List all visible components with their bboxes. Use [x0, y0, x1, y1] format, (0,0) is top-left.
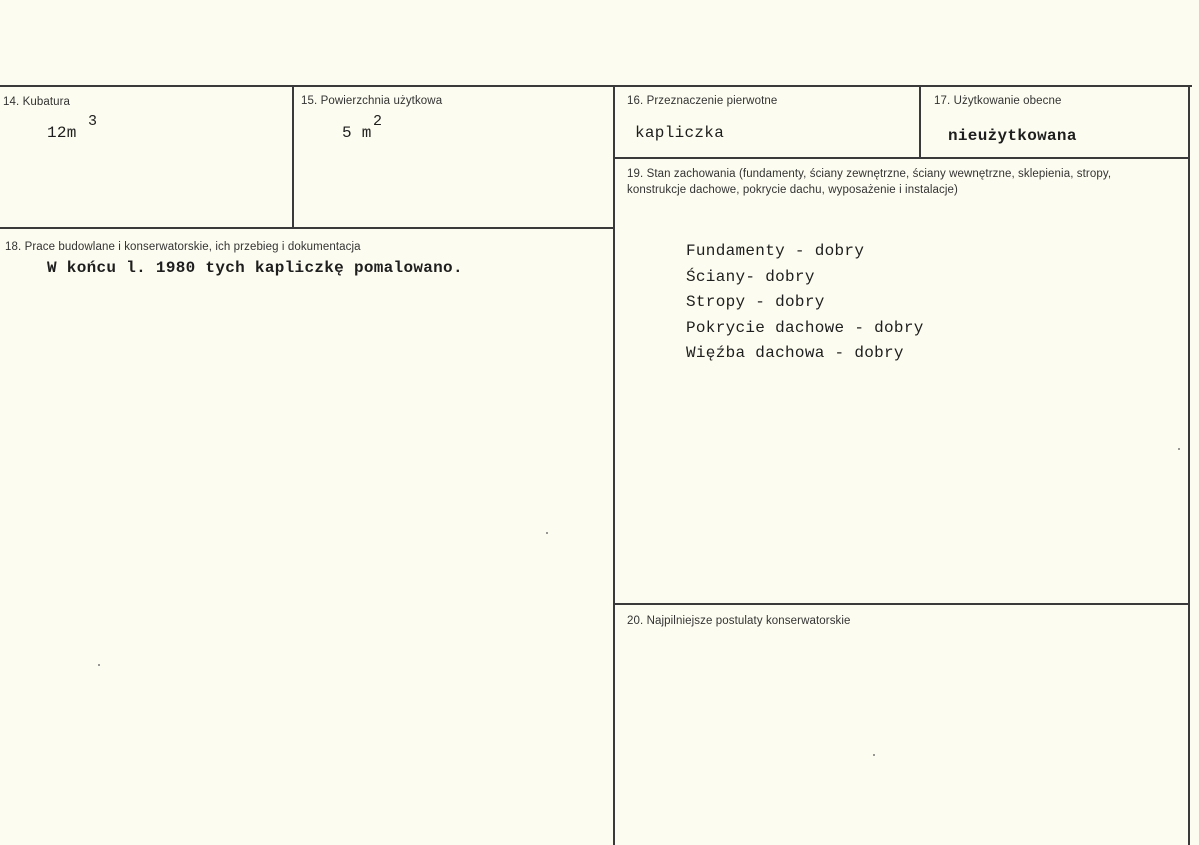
stan-item-fundamenty: Fundamenty - dobry	[686, 242, 865, 260]
divider-14-15	[292, 86, 294, 229]
kubatura-label: 14. Kubatura	[3, 96, 71, 108]
stan-item-wiezba: Więźba dachowa - dobry	[686, 344, 904, 362]
stan-item-pokrycie: Pokrycie dachowe - dobry	[686, 318, 924, 337]
paper-speck	[98, 664, 100, 666]
stan-label: 19. Stan zachowania (fundamenty, ściany zewnętrzne, ściany wewnętrzne, sklepienia, stropy, konstrukcje dachowe, pokrycie dachu, wyposażenie i instalacje)	[627, 168, 1112, 196]
powierzchnia-label: 15. Powierzchnia użytkowa	[301, 95, 443, 107]
paper-speck	[1178, 448, 1180, 450]
postulaty-label: 20. Najpilniejsze postulaty konserwatorskie	[627, 615, 851, 627]
paper-speck	[546, 532, 548, 534]
rule-above-20	[614, 603, 1190, 605]
stan-item-stropy: Stropy - dobry	[686, 293, 825, 311]
uzytkowanie-value: nieużytkowana	[948, 127, 1077, 145]
stan-item-sciany: Ściany- dobry	[686, 267, 815, 286]
prace-value: W końcu l. 1980 tych kapliczkę pomalowano.	[47, 259, 463, 277]
powierzchnia-unit-superscript: 2	[373, 113, 383, 130]
stan-list	[686, 242, 924, 370]
rule-below-14-15	[0, 227, 615, 229]
right-border	[1188, 86, 1190, 845]
prace-label: 18. Prace budowlane i konserwatorskie, ich przebieg i dokumentacja	[5, 241, 361, 253]
divider-16-17	[919, 86, 921, 158]
top-rule	[0, 85, 1192, 87]
uzytkowanie-label: 17. Użytkowanie obecne	[934, 95, 1062, 107]
powierzchnia-value: 5 m	[342, 124, 372, 142]
przeznaczenie-value: kapliczka	[635, 124, 725, 142]
kubatura-unit-superscript: 3	[88, 113, 98, 130]
rule-below-16-17	[614, 157, 1190, 159]
paper-speck	[873, 754, 875, 756]
kubatura-value: 12m	[47, 124, 77, 142]
main-column-divider	[613, 86, 615, 845]
przeznaczenie-label: 16. Przeznaczenie pierwotne	[627, 95, 778, 107]
